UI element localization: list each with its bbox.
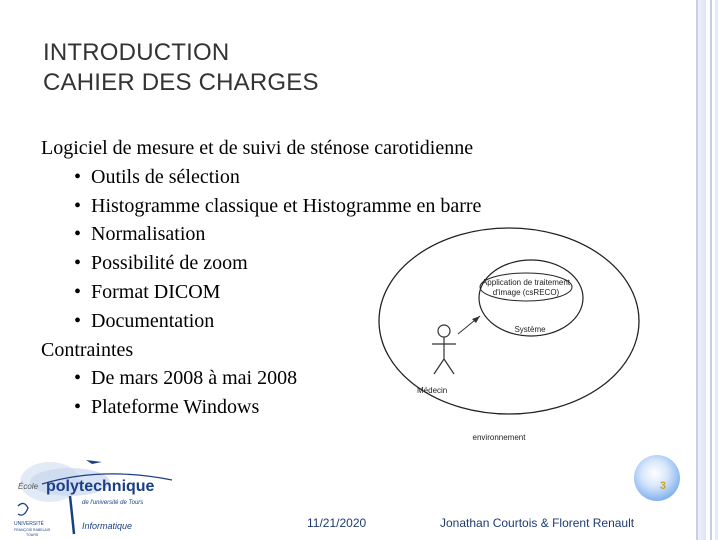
bullet-icon: • xyxy=(74,165,82,188)
list-item-text: Normalisation xyxy=(91,223,206,246)
bullet-icon: • xyxy=(74,280,82,303)
footer-authors: Jonathan Courtois & Florent Renault xyxy=(440,516,635,530)
footer-date: 11/21/2020 xyxy=(307,516,367,530)
heading-constraints: Contraintes xyxy=(41,338,134,361)
bullet-icon: • xyxy=(74,252,82,275)
list-item-text: Outils de sélection xyxy=(91,165,240,188)
use-case-diagram xyxy=(376,226,696,446)
list-item xyxy=(41,192,481,221)
application-label-1: Application de traitement xyxy=(481,278,571,287)
title-line-1: INTRODUCTION xyxy=(43,39,230,66)
logo-univ-1: UNIVERSITÉ xyxy=(14,521,45,527)
application-label-2: d'image (csRECO) xyxy=(492,288,560,297)
bullet-icon: • xyxy=(74,309,82,332)
heading-software: Logiciel de mesure et de suivi de sténose carotidienne xyxy=(41,137,474,159)
logo-univ-2: FRANÇOIS RABELAIS xyxy=(14,528,51,532)
title-line-2: CAHIER DES CHARGES xyxy=(43,69,319,96)
list-item-text: De mars 2008 à mai 2008 xyxy=(91,367,298,390)
logo-dept: Informatique xyxy=(82,521,133,531)
list-item-text: Histogramme classique et Histogramme en barre xyxy=(91,194,482,217)
environment-label: environnement xyxy=(472,433,526,442)
page-number: 3 xyxy=(659,480,666,492)
logo-ecole: École xyxy=(18,482,39,491)
actor-label: Médecin xyxy=(417,386,448,395)
logo-name: polytechnique xyxy=(46,478,155,495)
bullet-icon: • xyxy=(74,194,82,217)
logo-univ-3: TOURS xyxy=(26,533,39,537)
list-item-text: Format DICOM xyxy=(91,280,221,303)
bullet-icon: • xyxy=(74,367,82,390)
list-item-text: Possibilité de zoom xyxy=(91,252,248,275)
actor-stick-figure-icon xyxy=(432,325,456,374)
polytechnique-logo xyxy=(12,452,182,538)
list-item-text: Plateforme Windows xyxy=(91,396,260,419)
slide-title xyxy=(43,38,319,98)
bullet-icon: • xyxy=(74,223,82,246)
system-label: Système xyxy=(514,325,546,334)
list-item xyxy=(41,163,481,192)
bullet-icon: • xyxy=(74,396,82,419)
page-number-badge xyxy=(634,455,680,501)
logo-subtitle: de l'université de Tours xyxy=(82,500,144,506)
list-item-text: Documentation xyxy=(91,309,215,332)
